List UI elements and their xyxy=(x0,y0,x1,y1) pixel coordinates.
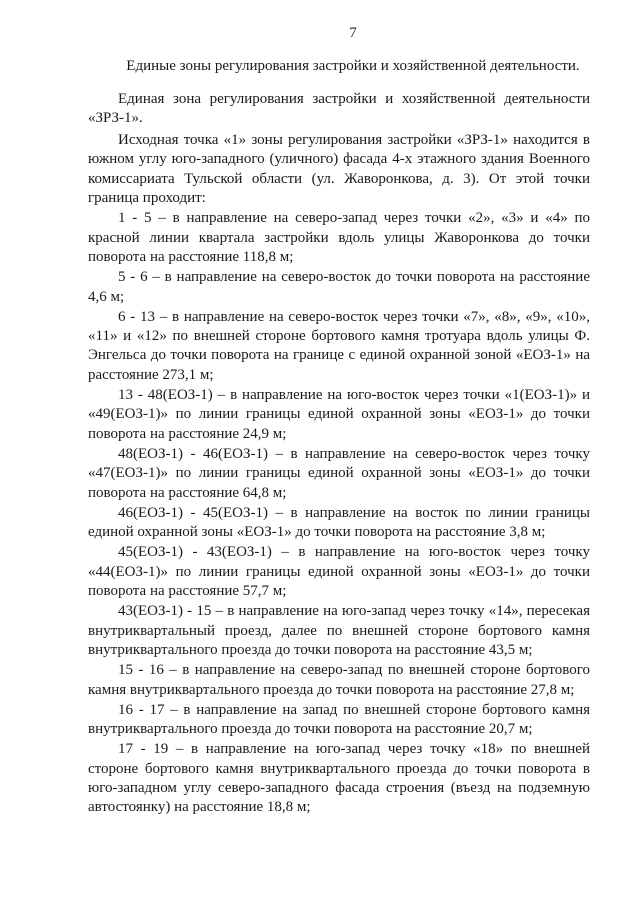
paragraph-segment-6-13: 6 - 13 – в направление на северо-восток через точки «7», «8», «9», «10», «11» и «12» по внешней стороне бортового камня тротуара вдоль улицы Ф. Энгельса до точки поворота на границе с единой охранной зоной «ЕОЗ-1» на расстояние 273,1 м; xyxy=(88,308,590,383)
paragraph-segment-1-5: 1 - 5 – в направление на северо-запад через точки «2», «3» и «4» по красной линии квартала застройки вдоль улицы Жаворонкова до точки поворота на расстояние 118,8 м; xyxy=(88,210,590,265)
paragraph-segment-43-15: 43(ЕОЗ-1) - 15 – в направление на юго-запад через точку «14», пересекая внутриквартальный проезд, далее по внешней стороне бортового камня внутриквартального проезда до точки поворота на расстояние 43,5 м; xyxy=(88,603,590,658)
paragraph-segment-13-48: 13 - 48(ЕОЗ-1) – в направление на юго-восток через точки «1(ЕОЗ-1)» и «49(ЕОЗ-1)» по линии границы единой охранной зоны «ЕОЗ-1» до точки поворота на расстояние 24,9 м; xyxy=(88,387,590,442)
paragraph-segment-16-17: 16 - 17 – в направление на запад по внешней стороне бортового камня внутриквартального проезда до точки поворота на расстояние 20,7 м; xyxy=(88,701,590,738)
paragraph-origin-point: Исходная точка «1» зоны регулирования застройки «ЗРЗ-1» находится в южном углу юго-западного (уличного) фасада 4-х этажного здания Военного комиссариата Тульской области (ул. Жаворонкова, д. 3). От этой точки граница проходит: xyxy=(88,132,590,207)
paragraph-segment-15-16: 15 - 16 – в направление на северо-запад по внешней стороне бортового камня внутриквартального проезда до точки поворота на расстояние 27,8 м; xyxy=(88,662,590,698)
paragraph-zone-title: Единая зона регулирования застройки и хозяйственной деятельности «ЗРЗ-1». xyxy=(88,90,590,126)
section-heading: Единые зоны регулирования застройки и хозяйственной деятельности. xyxy=(126,58,580,75)
paragraph-segment-45-43: 45(ЕОЗ-1) - 43(ЕОЗ-1) – в направление на юго-восток через точку «44(ЕОЗ-1)» по линии границы единой охранной зоны «ЕОЗ-1» до точки поворота на расстояние 57,7 м; xyxy=(88,544,590,600)
document-page xyxy=(88,24,590,819)
paragraph-segment-48-46: 48(ЕОЗ-1) - 46(ЕОЗ-1) – в направление на северо-восток через точку «47(ЕОЗ-1)» по линии границы единой охранной зоны «ЕОЗ-1» до точки поворота на расстояние 64,8 м; xyxy=(88,445,590,501)
paragraph-segment-17-19: 17 - 19 – в направление на юго-запад через точку «18» по внешней стороне бортового камня внутриквартального проезда до точки поворота в юго-западном углу северо-западного фасада строения (въезд на подземную автостоянку) на расстояние 18,8 м; xyxy=(88,741,590,816)
paragraph-segment-46-45: 46(ЕОЗ-1) - 45(ЕОЗ-1) – в направление на восток по линии границы единой охранной зоны «ЕОЗ-1» до точки поворота на расстояние 3,8 м; xyxy=(88,504,590,541)
page-number: 7 xyxy=(349,25,357,41)
paragraph-segment-5-6: 5 - 6 – в направление на северо-восток до точки поворота на расстояние 4,6 м; xyxy=(88,269,590,305)
